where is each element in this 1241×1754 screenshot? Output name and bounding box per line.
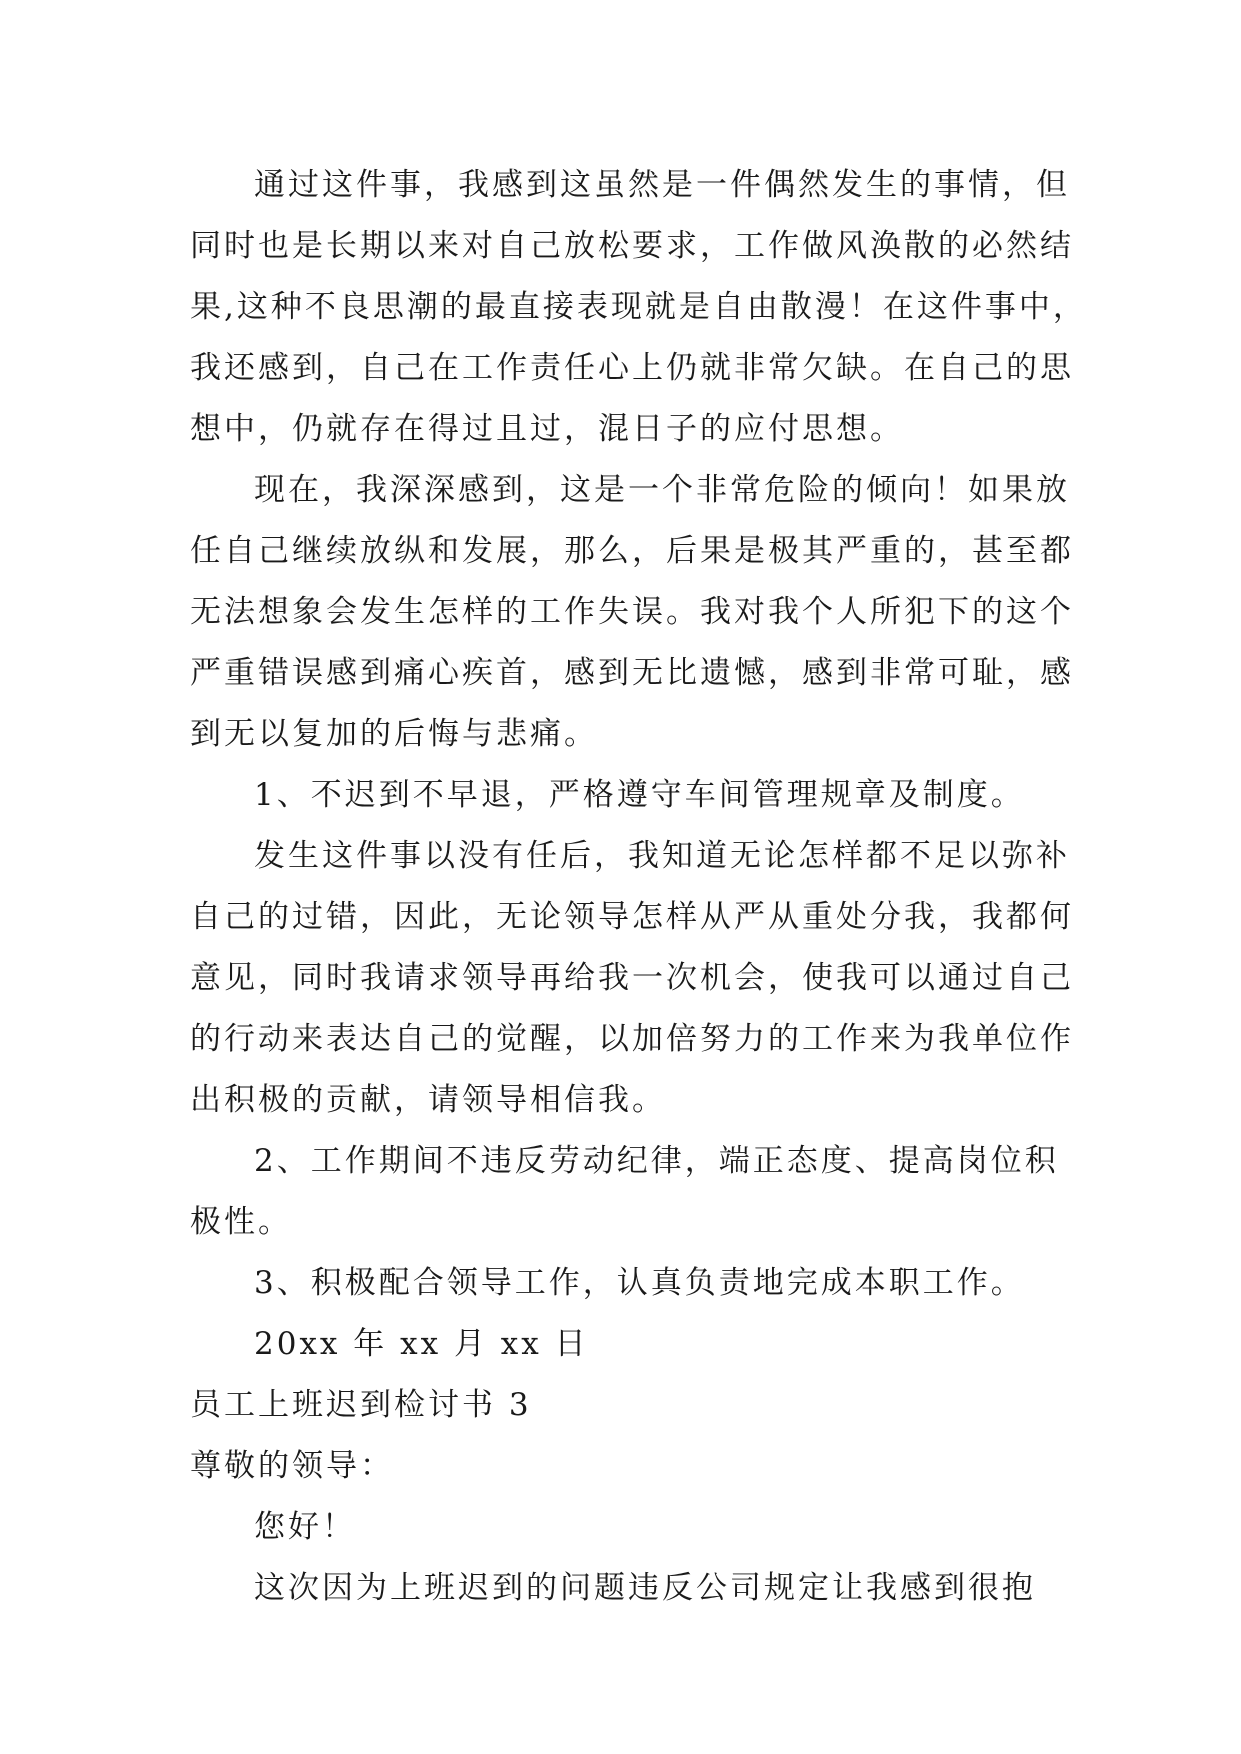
text-line: 同时也是长期以来对自己放松要求，工作做风涣散的必然结 — [190, 228, 1074, 264]
text-line: 2、工作期间不违反劳动纪律，端正态度、提高岗位积 — [254, 1143, 1059, 1179]
document-body — [190, 155, 1090, 1619]
text-line: 1、不迟到不早退，严格遵守车间管理规章及制度。 — [254, 777, 1025, 813]
text-line: 尊敬的领导： — [190, 1448, 394, 1484]
text-line: 您好！ — [254, 1509, 356, 1545]
text-line: 这次因为上班迟到的问题违反公司规定让我感到很抱 — [254, 1570, 1036, 1606]
text-line: 3、积极配合领导工作，认真负责地完成本职工作。 — [254, 1265, 1025, 1301]
text-line: 员工上班迟到检讨书 3 — [190, 1387, 532, 1423]
text-line: 出积极的贡献，请领导相信我。 — [190, 1082, 666, 1118]
text-line: 意见，同时我请求领导再给我一次机会，使我可以通过自己 — [190, 960, 1074, 996]
text-line: 无法想象会发生怎样的工作失误。我对我个人所犯下的这个 — [190, 594, 1074, 630]
text-line: 严重错误感到痛心疾首，感到无比遗憾，感到非常可耻，感 — [190, 655, 1074, 691]
text-line: 果,这种不良思潮的最直接表现就是自由散漫！在这件事中， — [190, 289, 1087, 325]
text-line: 发生这件事以没有任后，我知道无论怎样都不足以弥补 — [254, 838, 1070, 874]
text-line: 自己的过错，因此，无论领导怎样从严从重处分我，我都何 — [190, 899, 1074, 935]
text-line: 20xx 年 xx 月 xx 日 — [254, 1326, 589, 1362]
text-line: 现在，我深深感到，这是一个非常危险的倾向！如果放 — [254, 472, 1070, 508]
text-line: 我还感到，自己在工作责任心上仍就非常欠缺。在自己的思 — [190, 350, 1074, 386]
text-line: 的行动来表达自己的觉醒，以加倍努力的工作来为我单位作 — [190, 1021, 1074, 1057]
text-line: 想中，仍就存在得过且过，混日子的应付思想。 — [190, 411, 904, 447]
text-line: 任自己继续放纵和发展，那么，后果是极其严重的，甚至都 — [190, 533, 1074, 569]
text-line: 极性。 — [190, 1204, 292, 1240]
text-line: 通过这件事，我感到这虽然是一件偶然发生的事情，但 — [254, 167, 1070, 203]
text-line: 到无以复加的后悔与悲痛。 — [190, 716, 598, 752]
